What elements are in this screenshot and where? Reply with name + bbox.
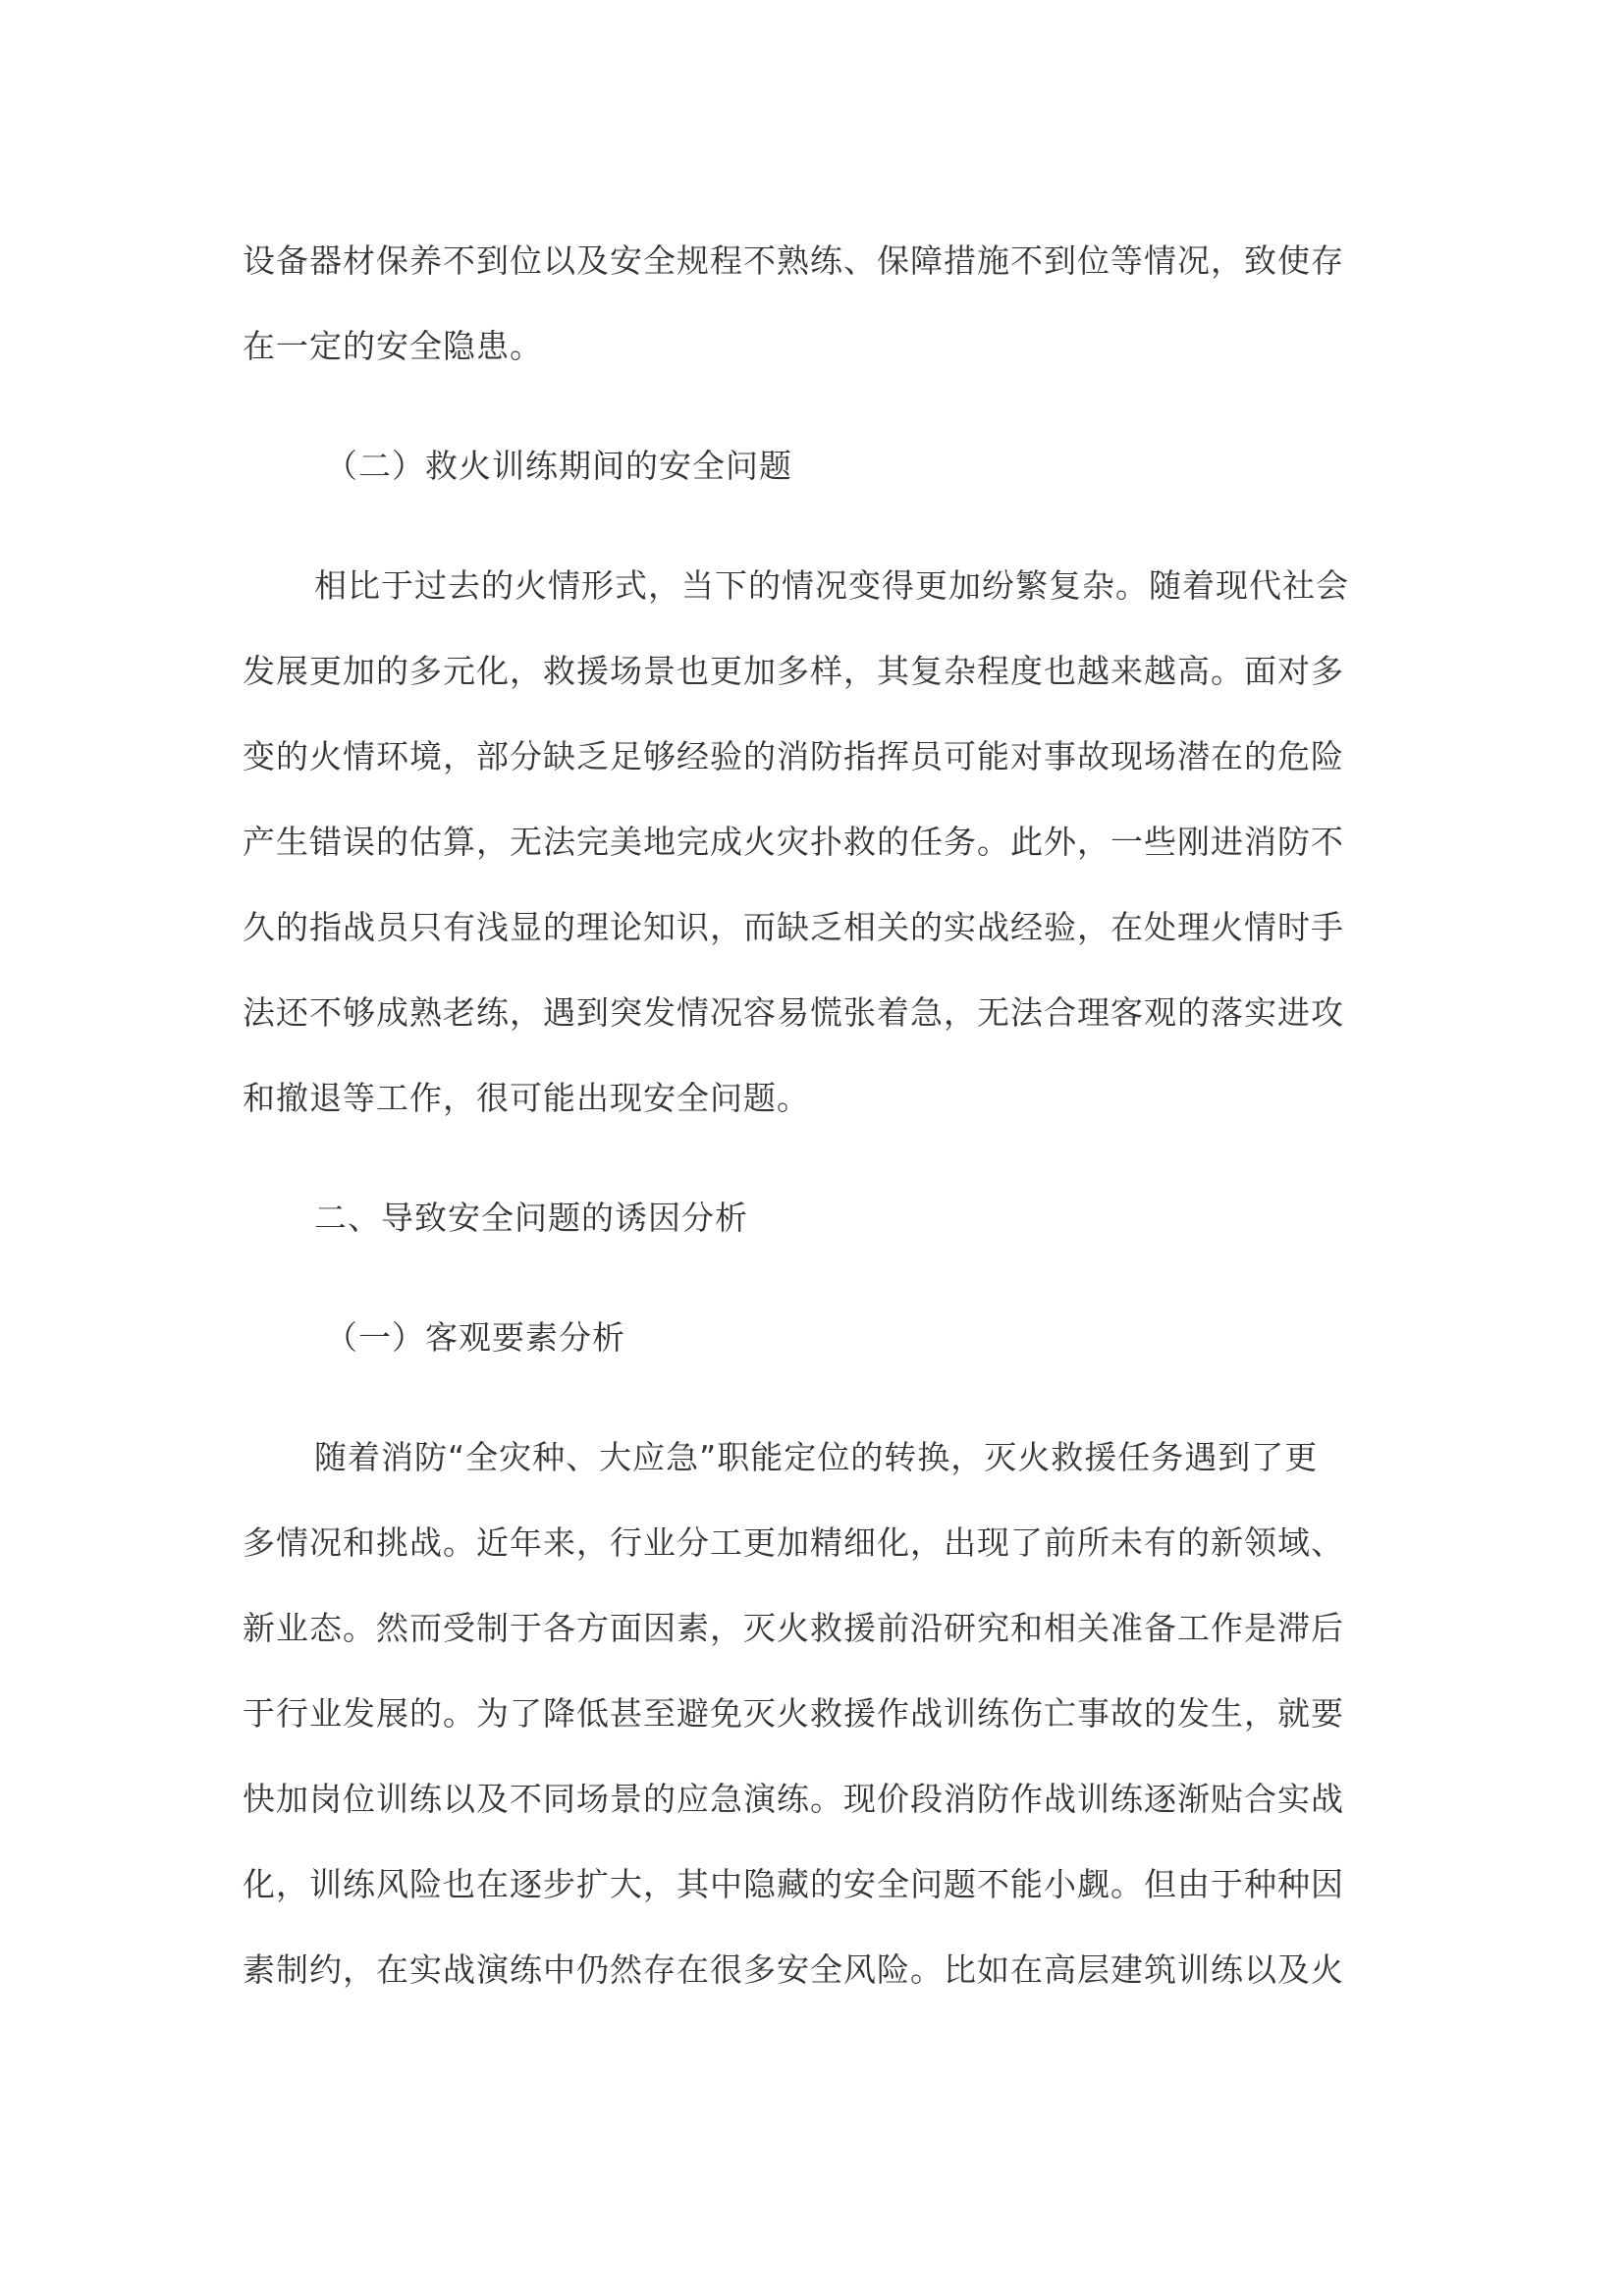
- text-line: 变的火情环境，部分缺乏足够经验的消防指挥员可能对事故现场潜在的危险: [243, 737, 1344, 775]
- text-line: 相比于过去的火情形式，当下的情况变得更加纷繁复杂。随着现代社会: [314, 566, 1349, 605]
- text-line: 产生错误的估算，无法完美地完成火灾扑救的任务。此外，一些刚进消防不: [243, 823, 1344, 861]
- text-line: 久的指战员只有浅显的理论知识，而缺乏相关的实战经验，在处理火情时手: [243, 908, 1344, 946]
- paragraph-objective-factors: [243, 1415, 1387, 2012]
- subheading-fire-training-safety: （二）救火训练期间的安全问题: [325, 447, 792, 485]
- subheading-objective-factors: （一）客观要素分析: [325, 1318, 625, 1357]
- text-line: 多情况和挑战。近年来，行业分工更加精细化，出现了前所未有的新领域、: [243, 1523, 1344, 1562]
- text-line: 素制约，在实战演练中仍然存在很多安全风险。比如在高层建筑训练以及火: [243, 1950, 1344, 1989]
- document-page: [243, 218, 1387, 2012]
- text-line: 化，训练风险也在逐步扩大，其中隐藏的安全问题不能小觑。但由于种种因: [243, 1865, 1344, 1903]
- text-line: 和撤退等工作，很可能出现安全问题。: [243, 1079, 810, 1117]
- text-line: 随着消防“全灾种、大应急”职能定位的转换，灭火救援任务遇到了更: [314, 1438, 1319, 1476]
- text-line: 在一定的安全隐患。: [243, 327, 543, 365]
- paragraph-continuation: [243, 218, 1387, 389]
- text-line: 发展更加的多元化，救援场景也更加多样，其复杂程度也越来越高。面对多: [243, 652, 1344, 690]
- text-line: 快加岗位训练以及不同场景的应急演练。现价段消防作战训练逐渐贴合实战: [243, 1780, 1344, 1818]
- paragraph-fire-situation: [243, 543, 1387, 1141]
- text-line: 法还不够成熟老练，遇到突发情况容易慌张着急，无法合理客观的落实进攻: [243, 993, 1344, 1032]
- text-line: 于行业发展的。为了降低甚至避免灭火救援作战训练伤亡事故的发生，就要: [243, 1694, 1344, 1733]
- heading-cause-analysis: 二、导致安全问题的诱因分析: [314, 1199, 748, 1237]
- text-line: 新业态。然而受制于各方面因素，灭火救援前沿研究和相关准备工作是滞后: [243, 1609, 1344, 1647]
- text-line: 设备器材保养不到位以及安全规程不熟练、保障措施不到位等情况，致使存: [243, 241, 1344, 280]
